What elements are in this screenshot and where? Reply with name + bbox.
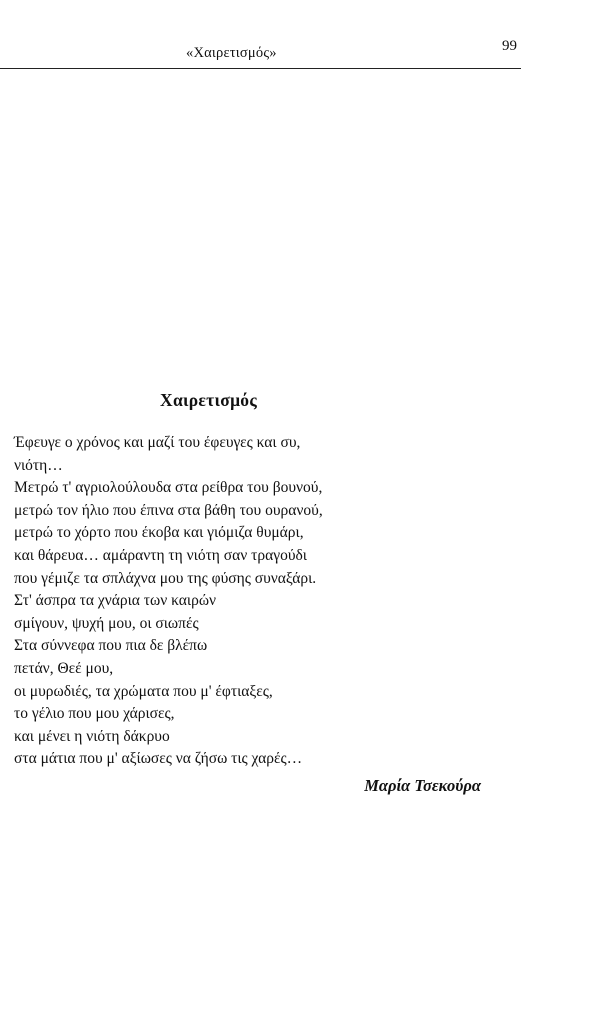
- poem-line: Μετρώ τ' αγριολούλουδα στα ρείθρα του βουνού,: [14, 479, 323, 497]
- poem-line: μετρώ τον ήλιο που έπινα στα βάθη του ουρανού,: [14, 501, 323, 519]
- poem-line: και θάρευα… αμάραντη τη νιότη σαν τραγούδι: [14, 546, 307, 564]
- running-title: «Χαιρετισμός»: [186, 45, 277, 61]
- poem-line: Έφευγε ο χρόνος και μαζί του έφευγες και συ,: [14, 434, 301, 451]
- poem-line: και μένει η νιότη δάκρυο: [14, 727, 170, 745]
- author-signature: Μαρία Τσεκούρα: [364, 776, 481, 795]
- poem-line: το γέλιο που μου χάρισες,: [14, 705, 175, 723]
- poem-line: πετάν, Θεέ μου,: [14, 659, 114, 677]
- poem-line: Στα σύννεφα που πια δε βλέπω: [14, 637, 208, 655]
- poem-title: Χαιρετισμός: [160, 390, 258, 410]
- poem-line: στα μάτια που μ' αξίωσες να ζήσω τις χαρές…: [14, 750, 303, 768]
- poem-line: οι μυρωδιές, τα χρώματα που μ' έφτιαξες,: [14, 682, 273, 700]
- poem-body: [14, 432, 514, 771]
- poem-line: Στ' άσπρα τα χνάρια των καιρών: [14, 592, 217, 610]
- running-header: [0, 38, 521, 69]
- page-number: 99: [502, 38, 517, 54]
- poem-line: νιότη…: [14, 456, 63, 474]
- poem-line: σμίγουν, ψυχή μου, οι σιωπές: [14, 614, 199, 632]
- poem-line: που γέμιζε τα σπλάχνα μου της φύσης συναξάρι.: [14, 569, 317, 587]
- poem-line: μετρώ το χόρτο που έκοβα και γιόμιζα θυμάρι,: [14, 524, 304, 542]
